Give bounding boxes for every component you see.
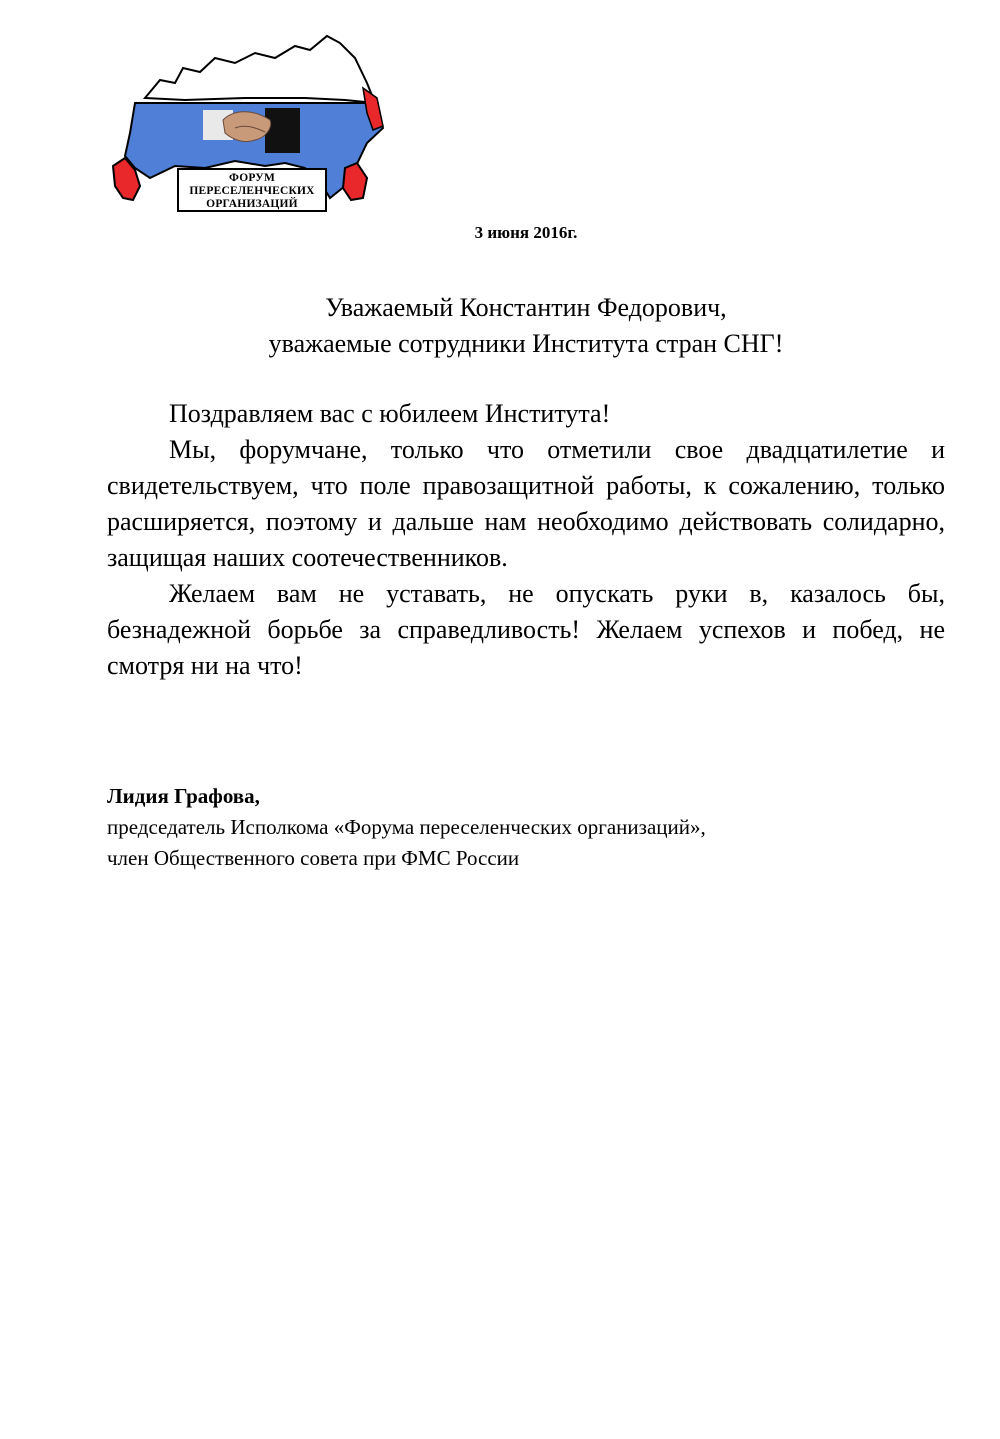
signature-block xyxy=(107,781,987,874)
greeting-line-1: Уважаемый Константин Федорович, xyxy=(325,293,727,322)
forum-logo xyxy=(105,28,390,220)
letter-greeting xyxy=(0,290,1000,362)
paragraph-3: Желаем вам не уставать, не опускать руки в, казалось бы, безнадежной борьбе за справедливость! Желаем успехов и побед, не смотря ни на что! xyxy=(107,579,945,680)
logo-caption xyxy=(177,168,327,212)
logo-caption-line-3: ОРГАНИЗАЦИЙ xyxy=(206,198,298,210)
signer-title-line-1: председатель Исполкома «Форума переселенческих организаций», xyxy=(107,815,706,839)
logo-caption-line-2: ПЕРЕСЕЛЕНЧЕСКИХ xyxy=(189,185,315,197)
logo-caption-line-1: ФОРУМ xyxy=(229,172,275,184)
greeting-line-2: уважаемые сотрудники Института стран СНГ! xyxy=(268,329,784,358)
signer-name: Лидия Графова, xyxy=(107,784,260,808)
signer-title-line-2: член Общественного совета при ФМС России xyxy=(107,846,520,870)
paragraph-1: Поздравляем вас с юбилеем Института! xyxy=(169,399,611,428)
paragraph-2: Мы, форумчане, только что отметили свое двадцатилетие и свидетельствуем, что поле правозащитной работы, к сожалению, только расширяется, поэтому и дальше нам необходимо действовать солидарно, защищая наших соотечественников. xyxy=(107,435,945,572)
map-white-part xyxy=(145,36,375,103)
map-red-right xyxy=(343,163,367,200)
letter-date: 3 июня 2016г. xyxy=(474,223,578,242)
letter-body xyxy=(107,396,945,684)
